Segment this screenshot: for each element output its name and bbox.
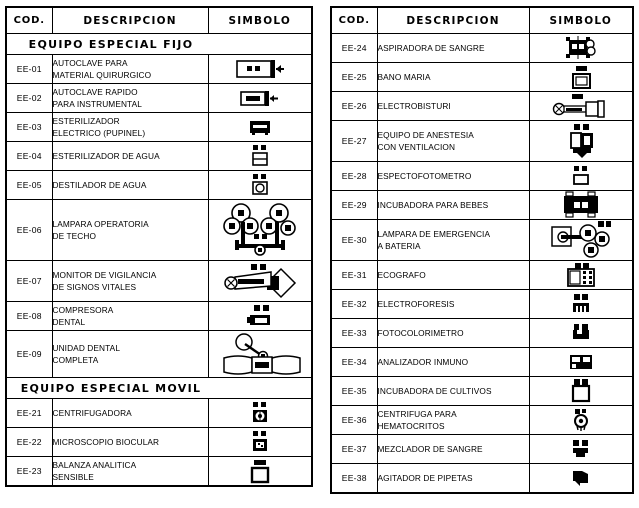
row-code: EE-29 (331, 191, 377, 220)
table-row[interactable] (331, 220, 633, 261)
dental-compressor-icon (246, 304, 274, 328)
table-row[interactable] (6, 113, 312, 142)
table-row[interactable] (6, 200, 312, 261)
ultrasound-icon (565, 262, 597, 288)
sterilizer-electric-icon (247, 117, 273, 137)
symbol-cell (208, 261, 312, 302)
symbol-cell (208, 399, 312, 428)
vital-signs-monitor-icon (223, 263, 297, 299)
symbol-cell (208, 84, 312, 113)
row-description (52, 302, 208, 331)
symbol-cell (208, 302, 312, 331)
row-code: EE-04 (6, 142, 52, 171)
table-row[interactable] (331, 348, 633, 377)
desc-line-2: COMPLETA (52, 355, 99, 365)
header-simbolo: SIMBOLO (529, 7, 633, 34)
desc-line-1: LAMPARA DE EMERGENCIA (377, 228, 491, 239)
row-code: EE-32 (331, 290, 377, 319)
row-code: EE-30 (331, 220, 377, 261)
row-code: EE-24 (331, 34, 377, 63)
symbol-cell (208, 113, 312, 142)
table-row[interactable] (331, 63, 633, 92)
header-cod: COD. (331, 7, 377, 34)
desc-line-2: SENSIBLE (52, 472, 94, 482)
desc-line-1: AGITADOR DE PIPETAS (377, 472, 473, 483)
photocolorimeter-icon (569, 322, 593, 344)
section-title: EQUIPO ESPECIAL MOVIL (6, 378, 312, 399)
row-code: EE-28 (331, 162, 377, 191)
table-row[interactable] (6, 302, 312, 331)
table-header-row (6, 7, 312, 34)
row-code: EE-07 (6, 261, 52, 302)
table-row[interactable] (331, 290, 633, 319)
sterilizer-water-icon (249, 144, 271, 168)
row-description (52, 399, 208, 428)
electro-scalpel-icon (552, 93, 610, 119)
row-description (377, 92, 529, 121)
row-code: EE-03 (6, 113, 52, 142)
row-code: EE-26 (331, 92, 377, 121)
symbol-cell (529, 191, 633, 220)
row-code: EE-05 (6, 171, 52, 200)
table-row[interactable] (6, 457, 312, 487)
row-description (377, 261, 529, 290)
desc-line-1: ECOGRAFO (377, 269, 426, 280)
symbol-cell (208, 200, 312, 261)
symbol-cell (529, 435, 633, 464)
symbol-cell (208, 55, 312, 84)
symbol-cell (208, 457, 312, 487)
row-code: EE-25 (331, 63, 377, 92)
baby-incubator-icon (560, 191, 602, 219)
row-description (377, 435, 529, 464)
symbol-cell (529, 121, 633, 162)
table-row[interactable] (331, 464, 633, 494)
desc-line-1: ASPIRADORA DE SANGRE (377, 42, 485, 53)
desc-line-2: A BATERIA (377, 241, 421, 251)
desc-line-1: INCUBADORA DE CULTIVOS (377, 385, 492, 396)
row-description (377, 162, 529, 191)
desc-line-1: ELECTROBISTURI (377, 100, 451, 111)
ceiling-surgical-lamp-icon (221, 202, 299, 258)
table-row[interactable] (331, 92, 633, 121)
table-row[interactable] (6, 261, 312, 302)
legend-table-left-container (5, 6, 313, 487)
symbol-cell (529, 377, 633, 406)
table-row[interactable] (6, 55, 312, 84)
section-banner-equipo-especial-fijo (6, 34, 312, 55)
row-description (52, 331, 208, 378)
row-code: EE-27 (331, 121, 377, 162)
row-description (377, 464, 529, 494)
table-row[interactable] (6, 428, 312, 457)
row-description (52, 113, 208, 142)
desc-line-1: LAMPARA OPERATORIA (52, 218, 149, 229)
pipette-shaker-icon (569, 467, 593, 489)
symbol-cell (529, 162, 633, 191)
desc-line-1: COMPRESORA (52, 304, 114, 315)
row-code: EE-08 (6, 302, 52, 331)
desc-line-1: MEZCLADOR DE SANGRE (377, 443, 483, 454)
row-code: EE-31 (331, 261, 377, 290)
row-description (52, 55, 208, 84)
table-row[interactable] (6, 399, 312, 428)
row-description (377, 121, 529, 162)
desc-line-1: CENTRIFUGA PARA (377, 408, 457, 419)
analytical-balance-icon (248, 458, 272, 484)
symbol-cell (529, 319, 633, 348)
hematocrit-centrifuge-icon (570, 408, 592, 432)
desc-line-1: BANO MARIA (377, 71, 431, 82)
symbol-cell (529, 92, 633, 121)
header-simbolo: SIMBOLO (208, 7, 312, 34)
row-code: EE-21 (6, 399, 52, 428)
table-row[interactable] (331, 319, 633, 348)
symbol-cell (208, 171, 312, 200)
desc-line-1: EQUIPO DE ANESTESIA (377, 129, 474, 140)
header-cod: COD. (6, 7, 52, 34)
header-descripcion: DESCRIPCION (377, 7, 529, 34)
row-code: EE-09 (6, 331, 52, 378)
row-code: EE-02 (6, 84, 52, 113)
symbol-cell (529, 220, 633, 261)
row-description (52, 171, 208, 200)
row-description (377, 63, 529, 92)
table-row[interactable] (6, 331, 312, 378)
desc-line-1: INCUBADORA PARA BEBES (377, 199, 489, 210)
centrifuge-icon (249, 401, 271, 425)
water-bath-icon (569, 64, 593, 90)
desc-line-1: ESPECTOFOTOMETRO (377, 170, 472, 181)
row-description (52, 200, 208, 261)
water-distiller-icon (249, 173, 271, 197)
emergency-lamp-icon (550, 220, 612, 260)
section-title: EQUIPO ESPECIAL FIJO (6, 34, 312, 55)
symbol-cell (529, 348, 633, 377)
desc-line-1: ELECTROFORESIS (377, 298, 455, 309)
row-code: EE-36 (331, 406, 377, 435)
symbol-cell (529, 63, 633, 92)
desc-line-1: ESTERILIZADOR (52, 115, 120, 126)
symbol-cell (529, 261, 633, 290)
header-descripcion: DESCRIPCION (52, 7, 208, 34)
row-code: EE-01 (6, 55, 52, 84)
row-description (52, 84, 208, 113)
table-row[interactable] (331, 191, 633, 220)
blood-aspirator-icon (564, 35, 598, 61)
row-code: EE-22 (6, 428, 52, 457)
legend-table-right (330, 6, 634, 494)
desc-line-2: DE TECHO (52, 231, 97, 241)
row-description (377, 406, 529, 435)
row-description (52, 428, 208, 457)
row-description (52, 457, 208, 487)
row-description (377, 377, 529, 406)
desc-line-1: ESTERILIZADOR DE AGUA (52, 150, 160, 161)
table-row[interactable] (331, 121, 633, 162)
blood-mixer-icon (569, 438, 593, 460)
table-row[interactable] (6, 84, 312, 113)
row-description (52, 142, 208, 171)
desc-line-2: PARA INSTRUMENTAL (52, 99, 142, 109)
symbol-cell (208, 428, 312, 457)
table-row[interactable] (6, 171, 312, 200)
table-row[interactable] (6, 142, 312, 171)
row-code: EE-06 (6, 200, 52, 261)
immuno-analyzer-icon (567, 351, 595, 373)
legend-table-left (5, 6, 313, 487)
desc-line-2: MATERIAL QUIRURGICO (52, 70, 152, 80)
row-description (377, 348, 529, 377)
desc-line-1: ANALIZADOR INMUNO (377, 356, 469, 367)
desc-line-2: ELECTRICO (PUPINEL) (52, 128, 146, 138)
desc-line-1: BALANZA ANALITICA (52, 459, 137, 470)
row-code: EE-23 (6, 457, 52, 487)
desc-line-1: DESTILADOR DE AGUA (52, 179, 147, 190)
row-description (52, 261, 208, 302)
autoclave-large-icon (234, 57, 286, 81)
legend-table-right-container (330, 6, 634, 494)
row-description (377, 319, 529, 348)
spectrophotometer-icon (570, 165, 592, 187)
desc-line-1: MONITOR DE VIGILANCIA (52, 269, 157, 280)
desc-line-1: FOTOCOLORIMETRO (377, 327, 464, 338)
culture-incubator-icon (569, 378, 593, 404)
row-description (377, 290, 529, 319)
symbol-cell (529, 290, 633, 319)
row-code: EE-38 (331, 464, 377, 494)
microscope-icon (249, 430, 271, 454)
row-code: EE-34 (331, 348, 377, 377)
table-row[interactable] (331, 162, 633, 191)
row-description (377, 191, 529, 220)
desc-line-2: CON VENTILACION (377, 142, 456, 152)
table-row[interactable] (331, 435, 633, 464)
desc-line-1: MICROSCOPIO BIOCULAR (52, 436, 160, 447)
table-row[interactable] (331, 377, 633, 406)
table-row[interactable] (331, 34, 633, 63)
dental-unit-icon (214, 333, 306, 375)
symbol-cell (529, 464, 633, 494)
desc-line-1: AUTOCLAVE PARA (52, 57, 128, 68)
row-code: EE-33 (331, 319, 377, 348)
autoclave-small-icon (238, 87, 282, 109)
desc-line-2: HEMATOCRITOS (377, 421, 445, 431)
table-row[interactable] (331, 406, 633, 435)
desc-line-1: CENTRIFUGADORA (52, 407, 132, 418)
row-code: EE-37 (331, 435, 377, 464)
symbol-cell (208, 331, 312, 378)
symbol-cell (529, 34, 633, 63)
desc-line-1: AUTOCLAVE RAPIDO (52, 86, 138, 97)
symbol-cell (529, 406, 633, 435)
table-header-row (331, 7, 633, 34)
section-banner-equipo-especial-movil (6, 378, 312, 399)
desc-line-1: UNIDAD DENTAL (52, 342, 121, 353)
table-row[interactable] (331, 261, 633, 290)
anesthesia-machine-icon (564, 123, 598, 159)
row-description (377, 220, 529, 261)
row-description (377, 34, 529, 63)
electrophoresis-icon (569, 292, 593, 316)
symbol-cell (208, 142, 312, 171)
row-code: EE-35 (331, 377, 377, 406)
desc-line-2: DENTAL (52, 317, 86, 327)
desc-line-2: DE SIGNOS VITALES (52, 282, 137, 292)
